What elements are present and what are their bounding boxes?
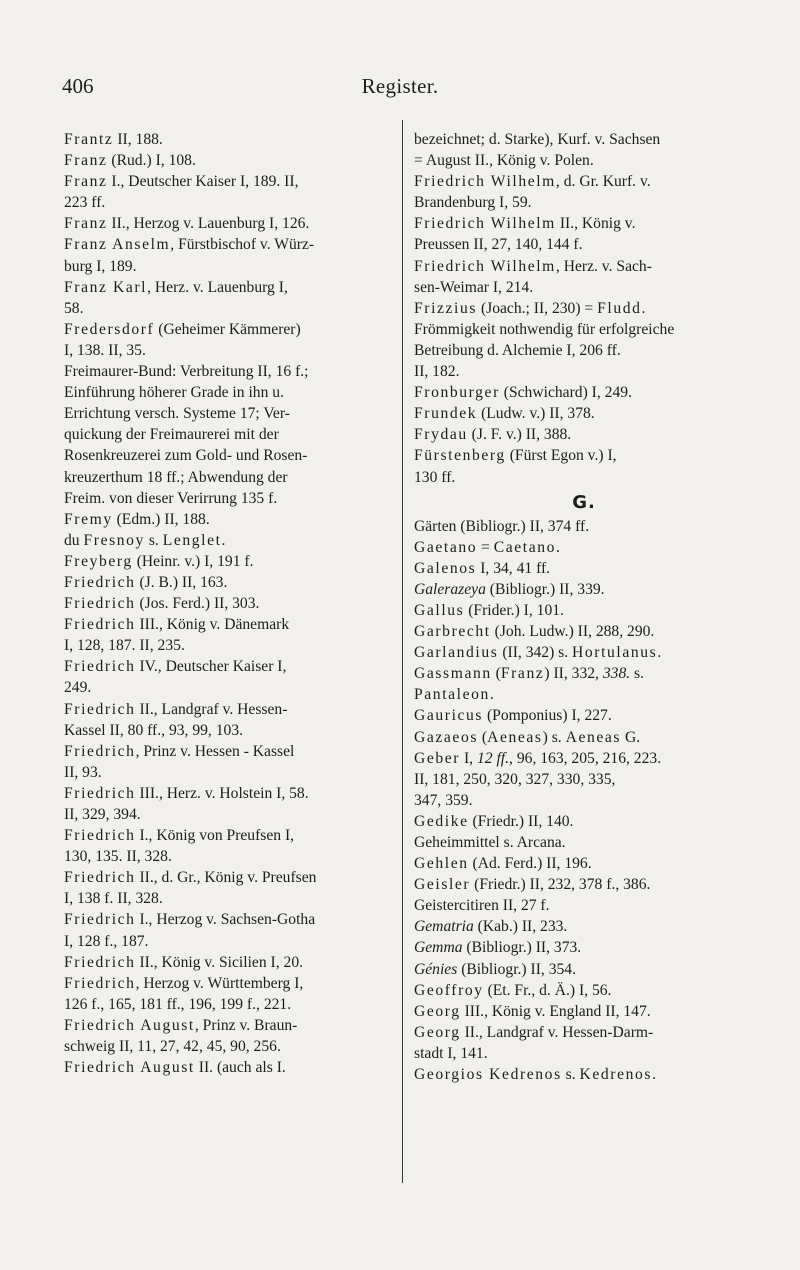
index-entry-line: Garlandius (II, 342) s. Hortulanus. xyxy=(414,644,662,662)
index-entry-line: Gärten (Bibliogr.) II, 374 ff. xyxy=(414,517,590,535)
index-entry xyxy=(414,937,754,958)
index-entry-line: Geistercitiren II, 27 f. xyxy=(414,897,550,915)
index-entry-line: Friedrich Wilhelm, d. Gr. Kurf. v. xyxy=(414,173,651,191)
index-entry xyxy=(64,277,396,319)
index-entry-line: kreuzerthum 18 ff.; Abwendung der xyxy=(64,468,288,486)
index-entry-line: burg I, 189. xyxy=(64,257,137,275)
index-entry xyxy=(414,980,754,1001)
index-entry xyxy=(414,298,754,319)
index-entry xyxy=(414,727,754,748)
index-entry-line: Franz Anselm, Fürstbischof v. Würz- xyxy=(64,236,315,254)
index-entry-line: Friedrich III., König v. Dänemark xyxy=(64,616,290,634)
index-entry xyxy=(64,1015,396,1057)
index-entry xyxy=(414,600,754,621)
index-entry xyxy=(64,614,396,656)
index-entry-line: Gedike (Friedr.) II, 140. xyxy=(414,812,574,830)
index-entry xyxy=(414,642,754,663)
index-entry-line: 130 ff. xyxy=(414,468,456,486)
index-entry-line: 126 f., 165, 181 ff., 196, 199 f., 221. xyxy=(64,995,292,1013)
index-entry-line: Kassel II, 80 ff., 93, 99, 103. xyxy=(64,721,244,739)
index-entry xyxy=(414,445,754,487)
index-entry xyxy=(414,516,754,537)
index-entry-line: Gassmann (Franz) II, 332, 338. s. xyxy=(414,665,645,683)
index-entry xyxy=(64,361,396,509)
index-entry-line: I, 138 f. II, 328. xyxy=(64,890,163,908)
index-entry xyxy=(414,916,754,937)
index-entry xyxy=(414,171,754,213)
index-entry-line: Gazaeos (Aeneas) s. Aeneas G. xyxy=(414,728,641,746)
index-entry xyxy=(64,656,396,698)
index-entry xyxy=(414,853,754,874)
index-entry xyxy=(414,748,754,811)
letter-section-heading: G. xyxy=(572,491,596,513)
index-entry-line: 223 ff. xyxy=(64,194,106,212)
index-entry xyxy=(414,256,754,298)
index-entry xyxy=(414,895,754,916)
index-entry xyxy=(64,171,396,213)
index-entry xyxy=(64,741,396,783)
index-entry-line: Galerazeya (Bibliogr.) II, 339. xyxy=(414,580,605,598)
index-entry-line: schweig II, 11, 27, 42, 45, 90, 256. xyxy=(64,1038,281,1056)
index-entry-line: Frizzius (Joach.; II, 230) = Fludd. xyxy=(414,299,646,317)
index-entry-line: Einführung höherer Grade in ihn u. xyxy=(64,384,284,402)
index-entry-line: Gemma (Bibliogr.) II, 373. xyxy=(414,939,582,957)
index-entry-line: Fronburger (Schwichard) I, 249. xyxy=(414,384,632,402)
page-header-title: Register. xyxy=(361,74,439,98)
index-entry xyxy=(414,424,754,445)
index-entry xyxy=(64,234,396,276)
index-entry xyxy=(414,705,754,726)
index-entry-line: Franz Karl, Herz. v. Lauenburg I, xyxy=(64,278,288,296)
index-entry-line: Franz (Rud.) I, 108. xyxy=(64,152,196,170)
index-entry-line: Brandenburg I, 59. xyxy=(414,194,532,212)
index-entry-line: II, 182. xyxy=(414,363,460,381)
index-entry-line: Friedrich (Jos. Ferd.) II, 303. xyxy=(64,595,260,613)
index-entry-line: Freyberg (Heinr. v.) I, 191 f. xyxy=(64,552,254,570)
index-entry-line: Georg III., König v. England II, 147. xyxy=(414,1002,651,1020)
index-entry-line: I, 128 f., 187. xyxy=(64,932,149,950)
index-entry-line: bezeichnet; d. Starke), Kurf. v. Sachsen xyxy=(414,131,661,148)
index-entry-line: sen-Weimar I, 214. xyxy=(414,278,534,296)
index-entry-line: Friedrich I., König von Preufsen I, xyxy=(64,827,295,845)
index-entry-line: Freimaurer-Bund: Verbreitung II, 16 f.; xyxy=(64,363,309,381)
index-entry-line: stadt I, 141. xyxy=(414,1044,488,1062)
index-entry-line: Preussen II, 27, 140, 144 f. xyxy=(414,236,583,254)
index-entry-line: Friedrich (J. B.) II, 163. xyxy=(64,573,228,591)
index-entry-line: Geber I, 12 ff., 96, 163, 205, 216, 223. xyxy=(414,749,662,767)
index-entry xyxy=(64,551,396,572)
index-entry xyxy=(64,825,396,867)
index-entry-line: du Fresnoy s. Lenglet. xyxy=(64,531,226,549)
index-entry-line: 347, 359. xyxy=(414,791,473,809)
index-entry xyxy=(414,537,754,558)
index-entry-line: Friedrich August, Prinz v. Braun- xyxy=(64,1016,298,1034)
index-entry-line: Friedrich I., Herzog v. Sachsen-Gotha xyxy=(64,911,316,929)
index-entry xyxy=(414,129,754,171)
index-entry xyxy=(414,874,754,895)
index-entry-line: Gallus (Frider.) I, 101. xyxy=(414,601,564,619)
index-entry-line: Friedrich Wilhelm II., König v. xyxy=(414,215,636,233)
index-entry xyxy=(64,783,396,825)
index-entry xyxy=(64,593,396,614)
index-entry-line: Frantz II, 188. xyxy=(64,131,163,148)
index-entry xyxy=(414,558,754,579)
index-entry xyxy=(64,509,396,530)
index-entry-line: Franz II., Herzog v. Lauenburg I, 126. xyxy=(64,215,310,233)
index-entry-line: Betreibung d. Alchemie I, 206 ff. xyxy=(414,341,621,359)
index-entry-line: Garbrecht (Joh. Ludw.) II, 288, 290. xyxy=(414,623,655,641)
index-column-right xyxy=(414,129,754,1085)
index-entry-line: Rosenkreuzerei zum Gold- und Rosen- xyxy=(64,447,308,465)
index-entry-line: Friedrich III., Herz. v. Holstein I, 58. xyxy=(64,784,309,802)
index-entry xyxy=(64,129,396,150)
index-entry-line: Franz I., Deutscher Kaiser I, 189. II, xyxy=(64,173,299,191)
index-entry-line: Geoffroy (Et. Fr., d. Ä.) I, 56. xyxy=(414,981,612,999)
index-entry-line: Galenos I, 34, 41 ff. xyxy=(414,559,551,577)
index-entry xyxy=(64,699,396,741)
index-entry-line: Gauricus (Pomponius) I, 227. xyxy=(414,707,612,725)
index-entry-line: Pantaleon. xyxy=(414,686,494,704)
index-entry-line: Georg II., Landgraf v. Hessen-Darm- xyxy=(414,1023,654,1041)
index-entry-line: Gehlen (Ad. Ferd.) II, 196. xyxy=(414,855,592,873)
index-entry-line: Friedrich, Prinz v. Hessen - Kassel xyxy=(64,742,295,760)
index-entry-line: Georgios Kedrenos s. Kedrenos. xyxy=(414,1066,656,1084)
index-entry-line: 249. xyxy=(64,679,92,697)
index-entry xyxy=(414,959,754,980)
index-entry-line: Friedrich II., Landgraf v. Hessen- xyxy=(64,700,288,718)
index-entry xyxy=(414,403,754,424)
index-entry xyxy=(64,973,396,1015)
index-entry xyxy=(414,811,754,832)
index-entry-line: Fremy (Edm.) II, 188. xyxy=(64,510,210,528)
index-entry xyxy=(64,909,396,951)
index-entry xyxy=(414,1022,754,1064)
index-entry xyxy=(64,572,396,593)
index-entry xyxy=(64,150,396,171)
index-entry-line: Errichtung versch. Systeme 17; Ver- xyxy=(64,405,290,423)
index-entry-line: I, 128, 187. II, 235. xyxy=(64,637,185,655)
index-entry xyxy=(64,867,396,909)
index-entry xyxy=(64,319,396,361)
index-entry xyxy=(64,952,396,973)
index-entry-line: 130, 135. II, 328. xyxy=(64,848,172,866)
index-entry-line: Frundek (Ludw. v.) II, 378. xyxy=(414,405,595,423)
index-entry xyxy=(414,579,754,600)
index-entry xyxy=(64,530,396,551)
index-entry xyxy=(414,663,754,705)
index-entry-line: Génies (Bibliogr.) II, 354. xyxy=(414,960,576,978)
index-entry-line: Freim. von dieser Verirrung 135 f. xyxy=(64,489,278,507)
index-entry xyxy=(414,319,754,382)
index-entry-line: Frydau (J. F. v.) II, 388. xyxy=(414,426,572,444)
index-entry xyxy=(414,382,754,403)
index-entry-line: Fürstenberg (Fürst Egon v.) I, xyxy=(414,447,617,465)
index-entry-line: Friedrich August II. (auch als I. xyxy=(64,1059,286,1077)
index-entry-line: Gematria (Kab.) II, 233. xyxy=(414,918,568,936)
index-entry-line: II, 181, 250, 320, 327, 330, 335, xyxy=(414,770,616,788)
index-entry-line: II, 329, 394. xyxy=(64,806,141,823)
index-entry-line: Friedrich II., d. Gr., König v. Preufsen xyxy=(64,869,317,887)
index-entry-line: Fredersdorf (Geheimer Kämmerer) xyxy=(64,320,301,338)
index-entry xyxy=(414,1064,754,1085)
index-entry-line: Friedrich Wilhelm, Herz. v. Sach- xyxy=(414,257,652,275)
index-entry-line: 58. xyxy=(64,299,84,317)
index-entry xyxy=(414,621,754,642)
index-entry xyxy=(64,1057,396,1078)
index-entry-line: Friedrich IV., Deutscher Kaiser I, xyxy=(64,658,287,676)
index-entry xyxy=(64,213,396,234)
index-column-left xyxy=(64,129,396,1078)
index-entry-line: Gaetano = Caetano. xyxy=(414,538,560,556)
index-entry-line: quickung der Freimaurerei mit der xyxy=(64,426,279,444)
index-entry xyxy=(414,213,754,255)
index-entry-line: II, 93. xyxy=(64,763,102,781)
index-entry-line: = August II., König v. Polen. xyxy=(414,152,594,170)
index-entry-line: Geheimmittel s. Arcana. xyxy=(414,834,566,851)
index-entry xyxy=(414,1001,754,1022)
column-divider xyxy=(402,120,403,1183)
page-number: 406 xyxy=(62,74,94,98)
index-entry xyxy=(414,832,754,853)
index-entry-line: Frömmigkeit nothwendig für erfolgreiche xyxy=(414,320,675,338)
index-entry-line: Friedrich II., König v. Sicilien I, 20. xyxy=(64,953,304,971)
index-entry-line: I, 138. II, 35. xyxy=(64,341,146,359)
index-entry-line: Geisler (Friedr.) II, 232, 378 f., 386. xyxy=(414,876,651,894)
index-entry-line: Friedrich, Herzog v. Württemberg I, xyxy=(64,974,304,992)
